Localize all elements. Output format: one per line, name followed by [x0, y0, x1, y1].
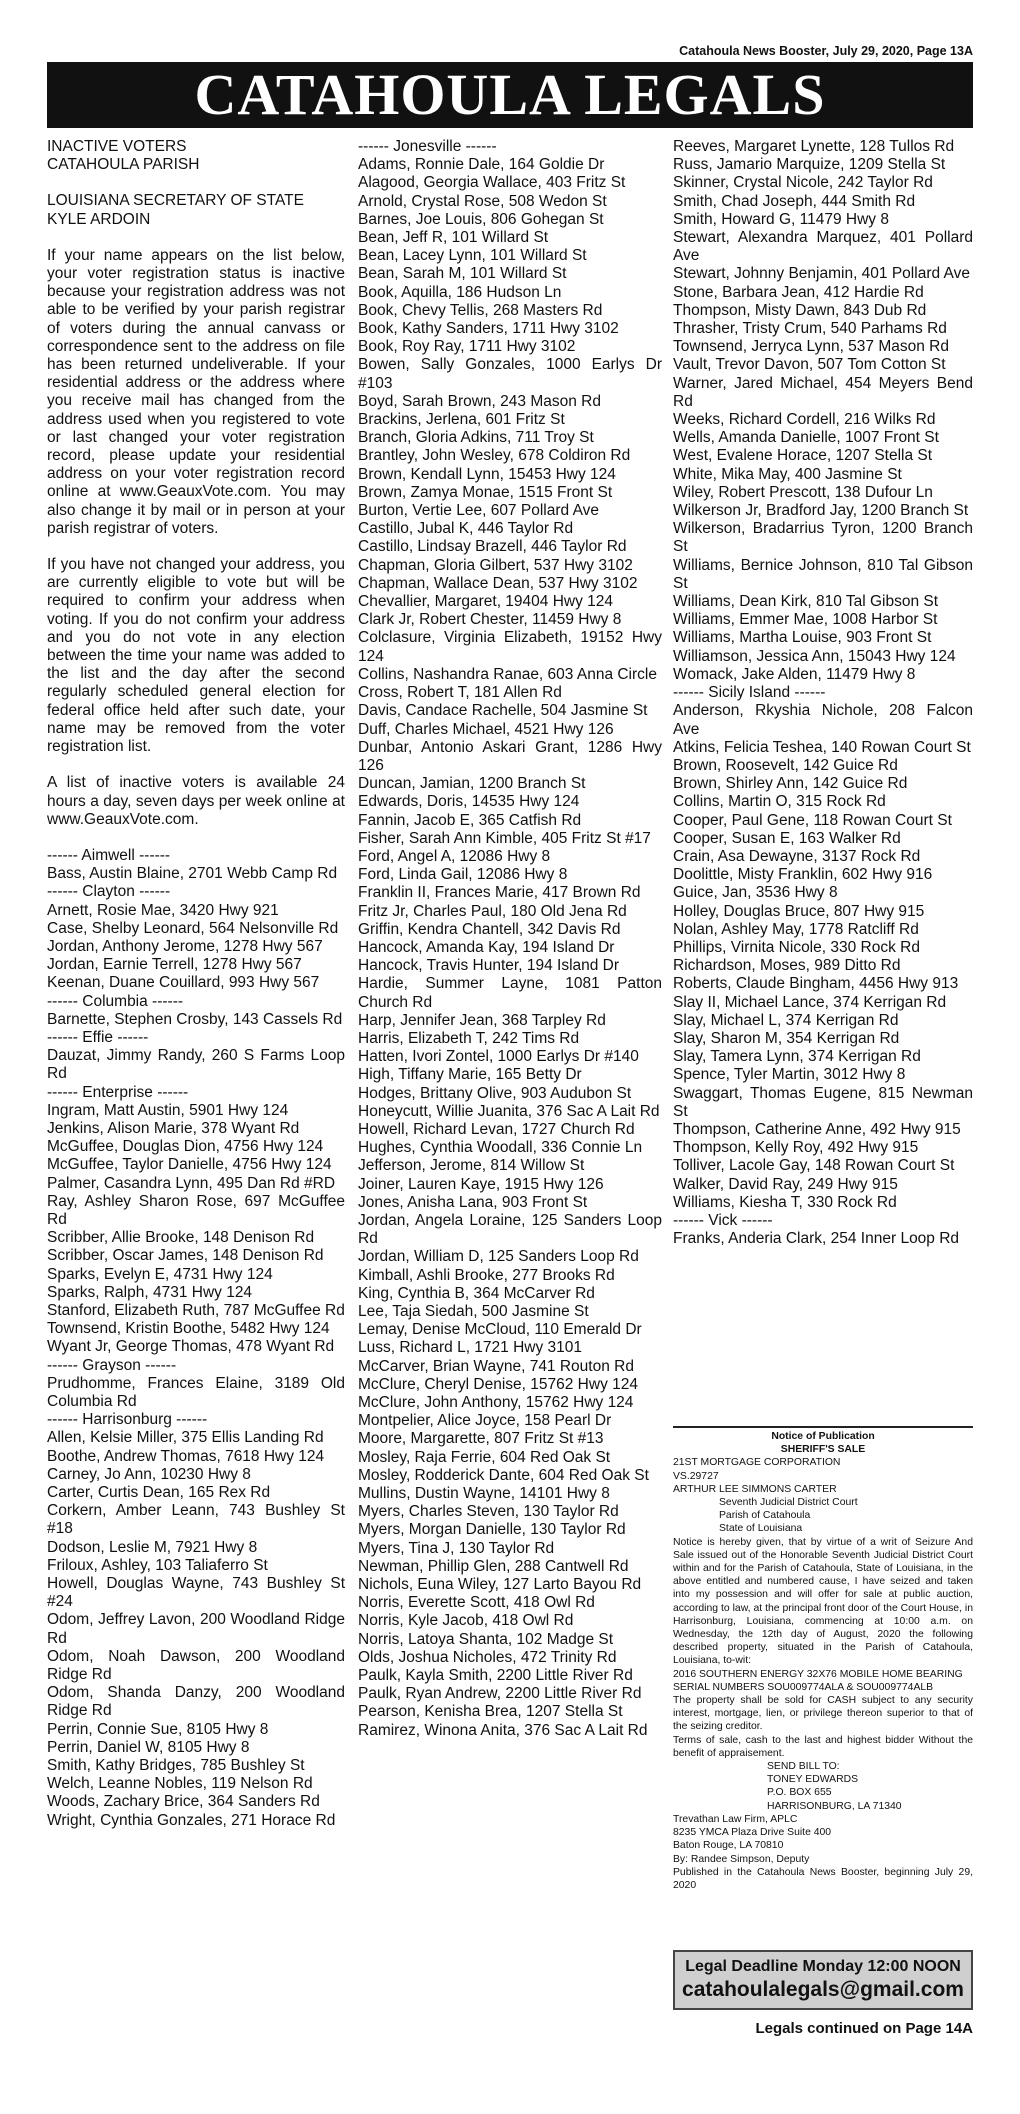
continued-note: Legals continued on Page 14A: [755, 2020, 973, 2037]
voter-entry: Stanford, Elizabeth Ruth, 787 McGuffee Rd: [47, 1301, 345, 1319]
voter-entry: Hancock, Travis Hunter, 194 Island Dr: [358, 957, 620, 975]
voter-entry: Womack, Jake Alden, 11479 Hwy 8: [673, 665, 916, 683]
voter-entry: Book, Kathy Sanders, 1711 Hwy 3102: [358, 320, 619, 338]
voter-entry: Barnette, Stephen Crosby, 143 Cassels Rd: [47, 1010, 343, 1028]
notice-line: Baton Rouge, LA 70810: [673, 1840, 784, 1852]
voter-entry: Hatten, Ivori Zontel, 1000 Earlys Dr #140: [358, 1048, 639, 1066]
voter-entry: Townsend, Jerryca Lynn, 537 Mason Rd: [673, 338, 949, 356]
voter-entry: Branch, Gloria Adkins, 711 Troy St: [358, 429, 594, 447]
voter-entry: Franks, Anderia Clark, 254 Inner Loop Rd: [673, 1230, 960, 1248]
voter-entry: Slay, Michael L, 374 Kerrigan Rd: [673, 1011, 899, 1029]
voter-entry: Myers, Charles Steven, 130 Taylor Rd: [358, 1503, 619, 1521]
voter-entry: Palmer, Casandra Lynn, 495 Dan Rd #RD: [47, 1174, 336, 1192]
voter-entry: Odom, Noah Dawson, 200 Woodland Ridge Rd: [47, 1647, 345, 1684]
voter-entry: Friloux, Ashley, 103 Taliaferro St: [47, 1556, 268, 1574]
notice-line: ARTHUR LEE SIMMONS CARTER: [673, 1483, 837, 1495]
voter-entry: Spence, Tyler Martin, 3012 Hwy 8: [673, 1066, 906, 1084]
voter-entry: Williams, Bernice Johnson, 810 Tal Gibson St: [673, 556, 973, 592]
voter-entry: Bass, Austin Blaine, 2701 Webb Camp Rd: [47, 865, 338, 883]
voter-entry: McGuffee, Douglas Dion, 4756 Hwy 124: [47, 1138, 324, 1156]
voter-entry: Thompson, Misty Dawn, 843 Dub Rd: [673, 301, 927, 319]
voter-entry: Thompson, Kelly Roy, 492 Hwy 915: [673, 1139, 919, 1157]
voter-entry: McGuffee, Taylor Danielle, 4756 Hwy 124: [47, 1156, 332, 1174]
voter-entry: Griffin, Kendra Chantell, 342 Davis Rd: [358, 920, 621, 938]
town-heading: ------ Vick ------: [673, 1211, 773, 1229]
voter-entry: Lee, Taja Siedah, 500 Jasmine St: [358, 1303, 589, 1320]
voter-entry: Williams, Kiesha T, 330 Rock Rd: [673, 1193, 897, 1211]
voter-entry: Wiley, Robert Prescott, 138 Dufour Ln: [673, 483, 933, 501]
voter-entry: Swaggart, Thomas Eugene, 815 Newman St: [673, 1084, 973, 1120]
voter-entry: Roberts, Claude Bingham, 4456 Hwy 913: [673, 975, 959, 993]
notice-court-line: Parish of Catahoula: [719, 1510, 811, 1522]
voter-entry: King, Cynthia B, 364 McCarver Rd: [358, 1284, 595, 1302]
voter-entry: Ramirez, Winona Anita, 376 Sac A Lait Rd: [358, 1721, 648, 1739]
voter-entry: Norris, Everette Scott, 418 Owl Rd: [358, 1594, 595, 1612]
masthead-title: CATAHOULA LEGALS: [47, 62, 973, 128]
column-3: [673, 138, 973, 1248]
notice-line: 2016 SOUTHERN ENERGY 32X76 MOBILE HOME BEARING SERIAL NUMBERS SOU009774ALA & SOU009774ALB: [673, 1668, 963, 1693]
voter-entry: Atkins, Felicia Teshea, 140 Rowan Court St: [673, 738, 971, 756]
voter-entry: Collins, Nashandra Ranae, 603 Anna Circle: [358, 665, 657, 683]
voter-entry: Alagood, Georgia Wallace, 403 Fritz St: [358, 174, 626, 192]
voter-entry: Sparks, Evelyn E, 4731 Hwy 124: [47, 1265, 273, 1283]
voter-entry: Odom, Jeffrey Lavon, 200 Woodland Ridge Rd: [47, 1611, 345, 1647]
town-heading: ------ Harrisonburg ------: [47, 1411, 208, 1429]
notice-paragraph: A list of inactive voters is available 24 hours a day, seven days per week online at www.GeauxVote.com.: [47, 774, 345, 828]
voter-entry: Ford, Linda Gail, 12086 Hwy 8: [358, 866, 568, 884]
voter-entry: Barnes, Joe Louis, 806 Gohegan St: [358, 210, 604, 228]
voter-entry: Castillo, Jubal K, 446 Taylor Rd: [358, 520, 574, 538]
notice-bill-line: HARRISONBURG, LA 71340: [767, 1800, 902, 1812]
voter-entry: Slay II, Michael Lance, 374 Kerrigan Rd: [673, 993, 947, 1011]
voter-entry: Tolliver, Lacole Gay, 148 Rowan Court St: [673, 1157, 955, 1175]
voter-entry: Holley, Douglas Bruce, 807 Hwy 915: [673, 902, 925, 920]
voter-entry: Hughes, Cynthia Woodall, 336 Connie Ln: [358, 1139, 643, 1157]
voter-entry: Cooper, Susan E, 163 Walker Rd: [673, 829, 901, 847]
voter-entry: Slay, Sharon M, 354 Kerrigan Rd: [673, 1029, 900, 1047]
voter-entry: Paulk, Kayla Smith, 2200 Little River Rd: [358, 1667, 633, 1685]
voter-entry: Vault, Trevor Davon, 507 Tom Cotton St: [673, 356, 946, 374]
voter-entry: Burton, Vertie Lee, 607 Pollard Ave: [358, 502, 599, 520]
voter-entry: Chapman, Wallace Dean, 537 Hwy 3102: [358, 574, 638, 592]
voter-entry: Hodges, Brittany Olive, 903 Audubon St: [358, 1084, 632, 1102]
notice-title: SHERIFF'S SALE: [780, 1444, 866, 1456]
voter-entry: Perrin, Connie Sue, 8105 Hwy 8: [47, 1720, 269, 1738]
voter-entry: Wilkerson Jr, Bradford Jay, 1200 Branch St: [673, 502, 969, 520]
legal-deadline-box: [673, 1950, 973, 2010]
voter-entry: Cooper, Paul Gene, 118 Rowan Court St: [673, 811, 952, 829]
voter-entry: Case, Shelby Leonard, 564 Nelsonville Rd: [47, 919, 339, 937]
voter-entry: Franklin II, Frances Marie, 417 Brown Rd: [358, 884, 641, 902]
voter-entry: Walker, David Ray, 249 Hwy 915: [673, 1175, 898, 1193]
voter-entry: Mosley, Raja Ferrie, 604 Red Oak St: [358, 1448, 611, 1466]
town-heading: ------ Jonesville ------: [358, 138, 497, 155]
voter-entry: Norris, Kyle Jacob, 418 Owl Rd: [358, 1612, 574, 1630]
voter-entry: Odom, Shanda Danzy, 200 Woodland Ridge Rd: [47, 1684, 345, 1720]
voter-entry: Newman, Phillip Glen, 288 Cantwell Rd: [358, 1557, 629, 1575]
voter-entry: Townsend, Kristin Boothe, 5482 Hwy 124: [47, 1320, 330, 1338]
voter-entry: Collins, Martin O, 315 Rock Rd: [673, 793, 886, 811]
voter-entry: Wright, Cynthia Gonzales, 271 Horace Rd: [47, 1811, 336, 1829]
voter-entry: Allen, Kelsie Miller, 375 Ellis Landing Rd: [47, 1429, 324, 1447]
voter-entry: Wilkerson, Bradarrius Tyron, 1200 Branch St: [673, 520, 973, 556]
voter-entry: Ford, Angel A, 12086 Hwy 8: [358, 847, 551, 865]
voter-entry: Scribber, Allie Brooke, 148 Denison Rd: [47, 1229, 315, 1247]
voter-entry: Reeves, Margaret Lynette, 128 Tullos Rd: [673, 138, 955, 155]
town-heading: ------ Aimwell ------: [47, 846, 171, 864]
voter-entry: Brown, Kendall Lynn, 15453 Hwy 124: [358, 465, 616, 483]
voter-entry: Jenkins, Alison Marie, 378 Wyant Rd: [47, 1119, 300, 1137]
town-heading: ------ Sicily Island ------: [673, 684, 826, 702]
voter-entry: Carney, Jo Ann, 10230 Hwy 8: [47, 1465, 251, 1483]
voter-entry: Ingram, Matt Austin, 5901 Hwy 124: [47, 1101, 289, 1119]
voter-entry: Honeycutt, Willie Juanita, 376 Sac A Lait Rd: [358, 1102, 660, 1120]
voter-entry: Smith, Kathy Bridges, 785 Bushley St: [47, 1757, 305, 1775]
voter-entry: Brantley, John Wesley, 678 Coldiron Rd: [358, 447, 631, 465]
notice-paragraph: Published in the Catahoula News Booster, beginning July 29, 2020: [673, 1866, 973, 1891]
voter-entry: Anderson, Rkyshia Nichole, 208 Falcon Ave: [673, 702, 973, 738]
voter-entry: Myers, Morgan Danielle, 130 Taylor Rd: [358, 1521, 626, 1539]
voter-entry: Davis, Candace Rachelle, 504 Jasmine St: [358, 702, 648, 720]
voter-entry: Warner, Jared Michael, 454 Meyers Bend Rd: [673, 374, 973, 410]
voter-entry: Keenan, Duane Couillard, 993 Hwy 567: [47, 974, 320, 992]
voter-entry: Bean, Sarah M, 101 Willard St: [358, 265, 567, 283]
voter-entry: Hancock, Amanda Kay, 194 Island Dr: [358, 938, 615, 956]
voter-entry: Brown, Roosevelt, 142 Guice Rd: [673, 756, 898, 774]
voter-entry: Harris, Elizabeth T, 242 Tims Rd: [358, 1029, 580, 1047]
voter-entry: West, Evalene Horace, 1207 Stella St: [673, 447, 933, 465]
voter-entry: Paulk, Ryan Andrew, 2200 Little River Rd: [358, 1685, 642, 1703]
voter-entry: Sparks, Ralph, 4731 Hwy 124: [47, 1283, 253, 1301]
voter-entry: Adams, Ronnie Dale, 164 Goldie Dr: [358, 156, 605, 174]
voter-entry: Chevallier, Margaret, 19404 Hwy 124: [358, 593, 614, 611]
voter-entry: Bean, Lacey Lynn, 101 Willard St: [358, 247, 587, 265]
voter-entry: Williams, Dean Kirk, 810 Tal Gibson St: [673, 593, 939, 611]
voter-entry: Clark Jr, Robert Chester, 11459 Hwy 8: [358, 611, 622, 629]
voter-entry: Fannin, Jacob E, 365 Catfish Rd: [358, 811, 582, 829]
voter-entry: Bowen, Sally Gonzales, 1000 Earlys Dr #103: [358, 356, 662, 392]
column-2: [358, 138, 662, 1740]
voter-entry: Corkern, Amber Leann, 743 Bushley St #18: [47, 1502, 345, 1538]
voter-entry: Jordan, William D, 125 Sanders Loop Rd: [358, 1248, 639, 1266]
legal-email: catahoulalegals@gmail.com: [682, 1978, 964, 2001]
notice-paragraph: Terms of sale, cash to the last and highest bidder Without the benefit of appraisement.: [673, 1734, 973, 1759]
town-heading: ------ Grayson ------: [47, 1356, 177, 1374]
voter-entry: Slay, Tamera Lynn, 374 Kerrigan Rd: [673, 1048, 921, 1066]
notice-line: 8235 YMCA Plaza Drive Suite 400: [673, 1827, 832, 1839]
notice-paragraph: If you have not changed your address, you are currently eligible to vote but will be required to confirm your address when voting. If you do not confirm your address and you do not vote in any election between the time your name was added to the list and the day after the second regularly scheduled general election for federal office held after such date, your name may be removed from the voter registration list.: [47, 556, 345, 756]
notice-title: Notice of Publication: [771, 1431, 875, 1442]
voter-entry: Colclasure, Virginia Elizabeth, 19152 Hwy 124: [358, 629, 662, 665]
voter-entry: Perrin, Daniel W, 8105 Hwy 8: [47, 1738, 250, 1756]
voter-entry: Weeks, Richard Cordell, 216 Wilks Rd: [673, 411, 936, 429]
voter-entry: Mullins, Dustin Wayne, 14101 Hwy 8: [358, 1485, 610, 1503]
voter-entry: Dauzat, Jimmy Randy, 260 S Farms Loop Rd: [47, 1047, 345, 1083]
notice-bill-line: TONEY EDWARDS: [767, 1774, 859, 1786]
voter-entry: High, Tiffany Marie, 165 Betty Dr: [358, 1066, 582, 1084]
voter-entry: Carter, Curtis Dean, 165 Rex Rd: [47, 1484, 271, 1502]
voter-entry: Boyd, Sarah Brown, 243 Mason Rd: [358, 392, 601, 410]
voter-entry: Hardie, Summer Layne, 1081 Patton Church Rd: [358, 975, 662, 1011]
voter-entry: Howell, Douglas Wayne, 743 Bushley St #24: [47, 1575, 345, 1611]
voter-entry: Chapman, Gloria Gilbert, 537 Hwy 3102: [358, 556, 633, 574]
voter-entry: Richardson, Moses, 989 Ditto Rd: [673, 957, 901, 975]
town-heading: ------ Effie ------: [47, 1028, 149, 1046]
notice-line: Trevathan Law Firm, APLC: [673, 1813, 798, 1825]
voter-entry: Kimball, Ashli Brooke, 277 Brooks Rd: [358, 1266, 615, 1284]
voter-entry: Jefferson, Jerome, 814 Willow St: [358, 1157, 585, 1175]
voter-entry: Mosley, Rodderick Dante, 604 Red Oak St: [358, 1466, 649, 1484]
voter-entry: Fritz Jr, Charles Paul, 180 Old Jena Rd: [358, 902, 627, 920]
voter-entry: Norris, Latoya Shanta, 102 Madge St: [358, 1630, 614, 1648]
voter-entry: Dodson, Leslie M, 7921 Hwy 8: [47, 1538, 258, 1556]
voter-entry: Brown, Zamya Monae, 1515 Front St: [358, 483, 613, 501]
voter-entry: White, Mika May, 400 Jasmine St: [673, 465, 902, 483]
voter-entry: Pearson, Kenisha Brea, 1207 Stella St: [358, 1703, 623, 1721]
voter-entry: Stewart, Alexandra Marquez, 401 Pollard Ave: [673, 229, 973, 265]
voter-entry: Joiner, Lauren Kaye, 1915 Hwy 126: [358, 1175, 604, 1193]
voter-entry: Brown, Shirley Ann, 142 Guice Rd: [673, 775, 908, 793]
notice-bill-line: P.O. BOX 655: [767, 1787, 832, 1799]
voter-entry: Myers, Tina J, 130 Taylor Rd: [358, 1539, 555, 1557]
voter-entry: Jordan, Angela Loraine, 125 Sanders Loop Rd: [358, 1211, 662, 1248]
voter-entry: Williams, Martha Louise, 903 Front St: [673, 629, 932, 647]
voter-entry: McClure, Cheryl Denise, 15762 Hwy 124: [358, 1375, 638, 1393]
voter-entry: Book, Chevy Tellis, 268 Masters Rd: [358, 301, 603, 319]
voter-entry: Cross, Robert T, 181 Allen Rd: [358, 684, 562, 702]
town-heading: ------ Columbia ------: [47, 992, 184, 1010]
voter-entry: Howell, Richard Levan, 1727 Church Rd: [358, 1120, 635, 1138]
notice-line: VS.29727: [673, 1470, 719, 1482]
voter-entry: Ray, Ashley Sharon Rose, 697 McGuffee Rd: [47, 1192, 345, 1228]
voter-entry: Thompson, Catherine Anne, 492 Hwy 915: [673, 1120, 961, 1138]
voter-entry: Moore, Margarette, 807 Fritz St #13: [358, 1430, 604, 1448]
voter-entry: Arnold, Crystal Rose, 508 Wedon St: [358, 192, 607, 210]
voter-entry: Smith, Howard G, 11479 Hwy 8: [673, 210, 889, 228]
voter-entry: Boothe, Andrew Thomas, 7618 Hwy 124: [47, 1447, 325, 1465]
legal-deadline-text: Legal Deadline Monday 12:00 NOON: [685, 1958, 961, 1975]
voter-entry: Edwards, Doris, 14535 Hwy 124: [358, 793, 580, 811]
notice-court-line: State of Louisiana: [719, 1523, 803, 1535]
voter-entry: Arnett, Rosie Mae, 3420 Hwy 921: [47, 901, 279, 919]
voter-entry: Jordan, Earnie Terrell, 1278 Hwy 567: [47, 956, 302, 974]
voter-entry: Prudhomme, Frances Elaine, 3189 Old Columbia Rd: [47, 1374, 345, 1410]
section-title: INACTIVE VOTERS: [47, 138, 187, 155]
voter-entry: Olds, Joshua Nicholes, 472 Trinity Rd: [358, 1648, 617, 1666]
voter-entry: Woods, Zachary Brice, 364 Sanders Rd: [47, 1793, 320, 1811]
voter-entry: Welch, Leanne Nobles, 119 Nelson Rd: [47, 1775, 313, 1793]
voter-entry: Harp, Jennifer Jean, 368 Tarpley Rd: [358, 1011, 606, 1029]
voter-entry: Crain, Asa Dewayne, 3137 Rock Rd: [673, 847, 921, 865]
voter-entry: Stewart, Johnny Benjamin, 401 Pollard Ave: [673, 265, 970, 283]
voter-entry: Book, Aquilla, 186 Hudson Ln: [358, 283, 562, 301]
voter-entry: Nichols, Euna Wiley, 127 Larto Bayou Rd: [358, 1576, 642, 1594]
voter-entry: Scribber, Oscar James, 148 Denison Rd: [47, 1247, 324, 1265]
voter-entry: Russ, Jamario Marquize, 1209 Stella St: [673, 156, 946, 174]
voter-entry: Smith, Chad Joseph, 444 Smith Rd: [673, 192, 916, 210]
voter-entry: Lemay, Denise McCloud, 110 Emerald Dr: [358, 1321, 642, 1339]
voter-entry: Thrasher, Tristy Crum, 540 Parhams Rd: [673, 320, 947, 338]
notice-paragraph: If your name appears on the list below, your voter registration status is inactive because your registration address was not able to be verified by your parish registrar of voters during the annual canvass or correspondence sent to the address on file has been returned undeliverable. If your residential address or the address where you receive mail has changed from the address used when you registered to vote or last changed your voter registration record, please update your residential address on your voter registration record online at www.GeauxVote.com. You may also change it by mail or in person at your parish registrar of voters.: [47, 246, 345, 537]
section-heading: CATAHOULA PARISH: [47, 156, 200, 174]
voter-entry: Duff, Charles Michael, 4521 Hwy 126: [358, 720, 614, 738]
town-heading: ------ Clayton ------: [47, 883, 171, 901]
page-dateline: Catahoula News Booster, July 29, 2020, Page 13A: [679, 44, 973, 58]
voter-entry: Fisher, Sarah Ann Kimble, 405 Fritz St #17: [358, 829, 651, 847]
voter-entry: Castillo, Lindsay Brazell, 446 Taylor Rd: [358, 538, 627, 556]
section-heading: LOUISIANA SECRETARY OF STATE KYLE ARDOIN: [47, 192, 304, 228]
notice-paragraph: Notice is hereby given, that by virtue of a writ of Seizure And Sale issued out of the Honorable Seventh Judicial District Court within and for the Parish of Catahoula, State of Louisiana, in the above entitled and numbered cause, I have seized and taken into my possession and will offer for sale at public auction, according to law, at the principal front door of the Court House, in Harrisonburg, Louisiana, commencing at 10:00 a.m. on Wednesday, the 12th day of August, 2020 the following described property, situated in the Parish of Catahoula, Louisiana, to-wit:: [673, 1536, 973, 1667]
voter-entry: Dunbar, Antonio Askari Grant, 1286 Hwy 126: [358, 738, 662, 774]
notice-line: By: Randee Simpson, Deputy: [673, 1853, 810, 1865]
voter-entry: Doolittle, Misty Franklin, 602 Hwy 916: [673, 866, 933, 884]
voter-entry: Phillips, Virnita Nicole, 330 Rock Rd: [673, 938, 920, 956]
notice-line: 21ST MORTGAGE CORPORATION: [673, 1457, 841, 1469]
voter-entry: Guice, Jan, 3536 Hwy 8: [673, 884, 838, 902]
voter-entry: Montpelier, Alice Joyce, 158 Pearl Dr: [358, 1412, 612, 1430]
voter-entry: Brackins, Jerlena, 601 Fritz St: [358, 411, 565, 429]
voter-entry: Wyant Jr, George Thomas, 478 Wyant Rd: [47, 1338, 335, 1356]
notice-court-line: Seventh Judicial District Court: [719, 1497, 858, 1509]
voter-entry: McCarver, Brian Wayne, 741 Routon Rd: [358, 1357, 634, 1375]
voter-entry: Jordan, Anthony Jerome, 1278 Hwy 567: [47, 937, 323, 955]
voter-entry: McClure, John Anthony, 15762 Hwy 124: [358, 1394, 634, 1412]
sheriffs-sale-notice: [673, 1426, 973, 1892]
voter-entry: Williamson, Jessica Ann, 15043 Hwy 124: [673, 647, 956, 665]
voter-entry: Williams, Emmer Mae, 1008 Harbor St: [673, 611, 938, 629]
voter-entry: Duncan, Jamian, 1200 Branch St: [358, 775, 586, 793]
voter-entry: Bean, Jeff R, 101 Willard St: [358, 229, 549, 247]
voter-entry: Book, Roy Ray, 1711 Hwy 3102: [358, 338, 576, 356]
voter-entry: Stone, Barbara Jean, 412 Hardie Rd: [673, 283, 924, 301]
voter-entry: Wells, Amanda Danielle, 1007 Front St: [673, 429, 939, 447]
voter-entry: Luss, Richard L, 1721 Hwy 3101: [358, 1339, 583, 1357]
voter-entry: Skinner, Crystal Nicole, 242 Taylor Rd: [673, 174, 933, 192]
notice-bill-line: SEND BILL TO:: [767, 1761, 840, 1773]
town-heading: ------ Enterprise ------: [47, 1083, 189, 1101]
notice-paragraph: The property shall be sold for CASH subject to any security interest, mortgage, lien, or privilege thereon superior to that of the seizing creditor.: [673, 1695, 973, 1733]
column-1: [47, 138, 345, 1830]
voter-entry: Nolan, Ashley May, 1778 Ratcliff Rd: [673, 920, 919, 938]
voter-entry: Jones, Anisha Lana, 903 Front St: [358, 1193, 588, 1211]
